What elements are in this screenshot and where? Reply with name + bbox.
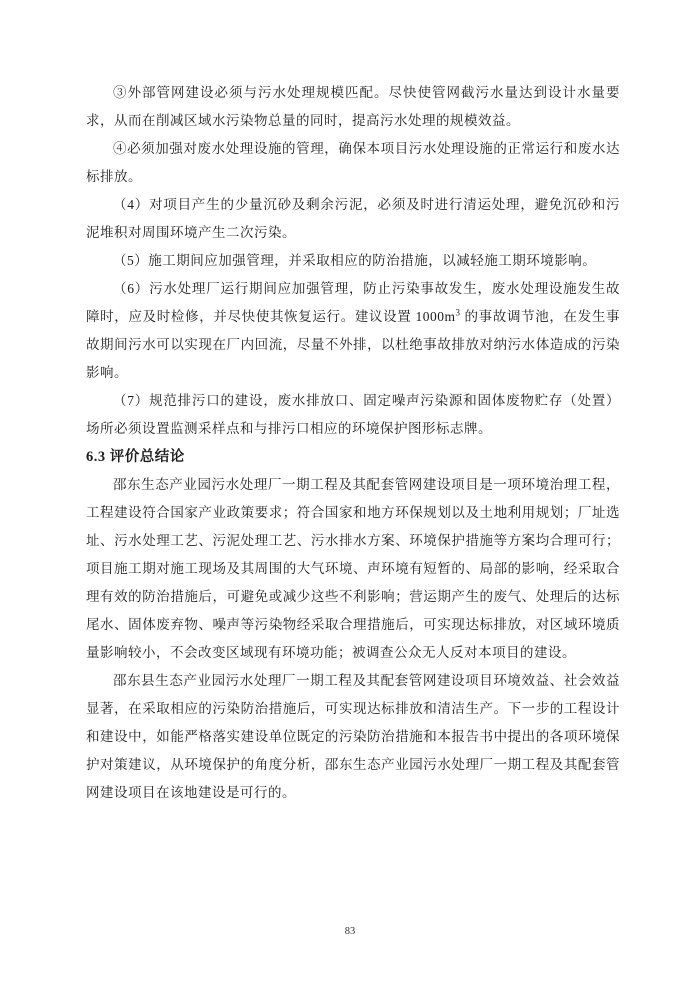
page-content	[86, 79, 620, 807]
para-measure-construction-period: （5）施工期间应加强管理，并采取相应的防治措施，以减轻施工期环境影响。	[113, 253, 597, 268]
cubic-meter-superscript: 3	[455, 307, 461, 318]
operation-text-before: （6）污水处理厂运行期间应加强管理，防止污染事故发生，废水处理设施发生故障时，应及时检修，并尽快使其恢复运行。建议设置 1000m	[86, 281, 620, 324]
section-heading-6-3: 6.3 评价总结论	[86, 449, 185, 465]
para-measure-wastewater-management: ④必须加强对废水处理设施的管理，确保本项目污水处理设施的正常运行和废水达标排放。	[86, 141, 620, 184]
para-conclusion-feasibility: 邵东县生态产业园污水处理厂一期工程及其配套管网建设项目环境效益、社会效益显著，在采取相应的污染防治措施后，可实现达标排放和清洁生产。下一步的工程设计和建设中，如能严格落实建设单位既定的污染防治措施和本报告书中提出的各项环境保护对策建议，从环境保护的角度分析，邵东生态产业园污水处理厂一期工程及其配套管网建设项目在该地建设是可行的。	[86, 673, 620, 800]
operation-text-after: 的事故调节池，在发生事故期间污水可以实现在厂内回流，尽量不外排，以杜绝事故排放对纳污水体造成的污染影响。	[86, 309, 620, 380]
para-measure-operation-period	[86, 275, 620, 387]
para-conclusion-overall: 邵东生态产业园污水处理厂一期工程及其配套管网建设项目是一项环境治理工程，工程建设符合国家产业政策要求；符合国家和地方环保规划以及土地利用规划；厂址选址、污水处理工艺、污泥处理工艺、污水排水方案、环境保护措施等方案均合理可行；项目施工期对施工现场及其周围的大气环境、声环境有短暂的、局部的影响，经采取合理有效的防治措施后，可避免或减少这些不利影响；营运期产生的废气、处理后的达标尾水、固体废弃物、噪声等污染物经采取合理措施后，可实现达标排放，对区域环境质量影响较小，不会改变区域现有环境功能；被调查公众无人反对本项目的建设。	[86, 477, 620, 660]
page-number: 83	[344, 926, 356, 937]
para-measure-discharge-outlet: （7）规范排污口的建设，废水排放口、固定噪声污染源和固体废物贮存（处置）场所必须设置监测采样点和与排污口相应的环境保护图形标志牌。	[86, 393, 620, 436]
para-measure-sludge-disposal: （4）对项目产生的少量沉砂及剩余污泥，必须及时进行清运处理，避免沉砂和污泥堆积对周围环境产生二次污染。	[86, 197, 620, 240]
para-measure-pipe-network: ③外部管网建设必须与污水处理规模匹配。尽快使管网截污水量达到设计水量要求，从而在削减区域水污染物总量的同时，提高污水处理的规模效益。	[86, 85, 620, 128]
